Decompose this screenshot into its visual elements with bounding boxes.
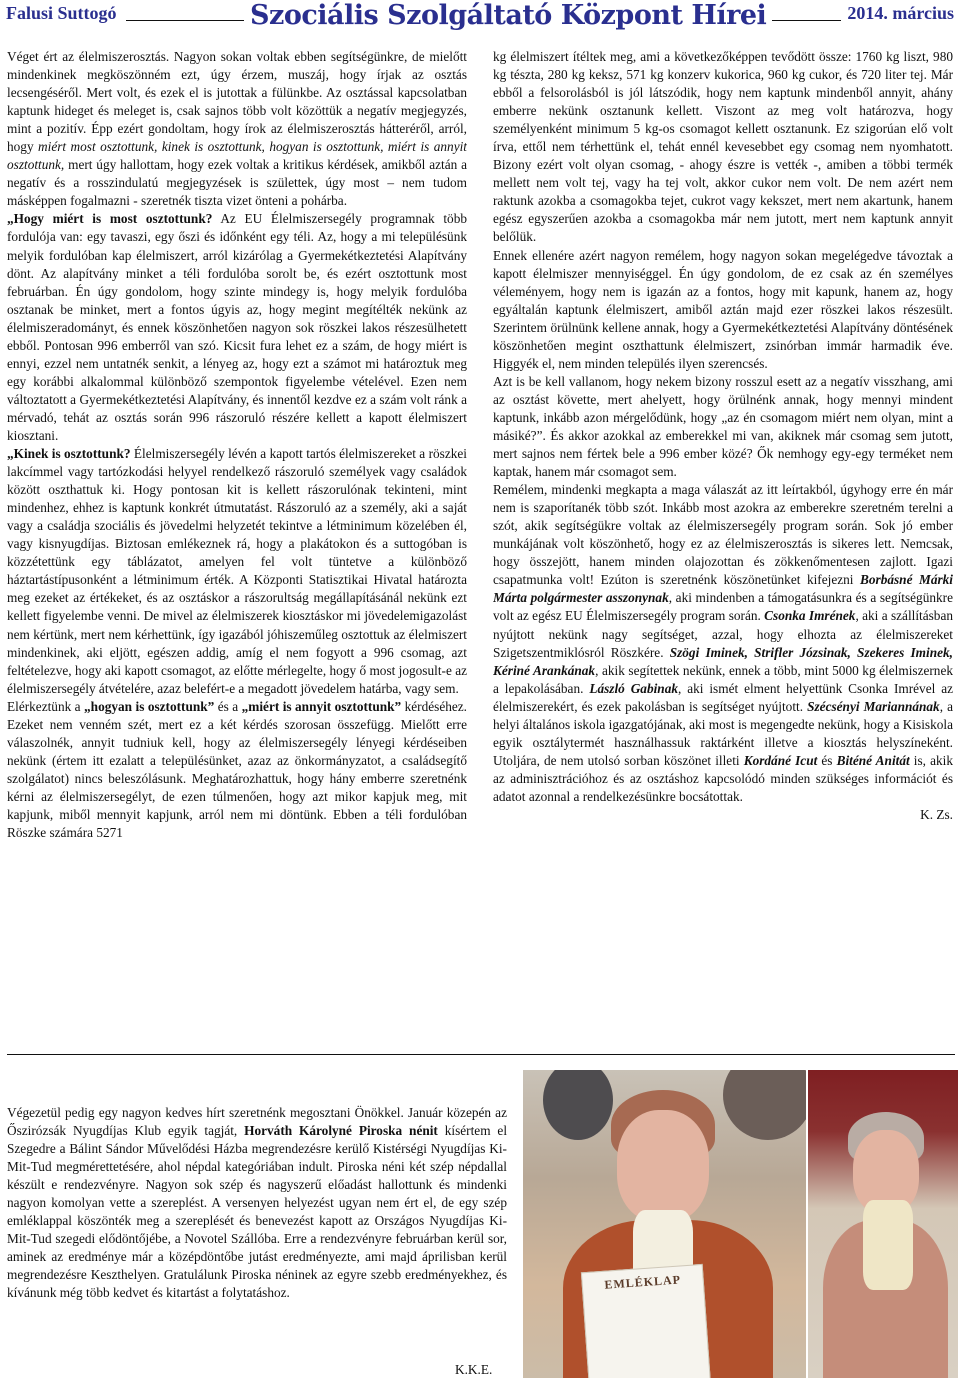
section-divider — [7, 1054, 955, 1055]
article-signature: K. Zs. — [920, 806, 953, 822]
text-run: „Kinek is osztottunk? — [7, 446, 131, 462]
text-run: Szögi Iminek, Strifler Józsinak, Szekeres Iminek, Kériné Arankának — [493, 644, 953, 678]
text-run: Biténé Anitát — [836, 752, 910, 768]
text-run: Azt is be kell vallanom, hogy nekem bizony rosszul esett az a negatív visszhang, ami az osztást követte, mert ahelyett, hogy örülnénk annak, hogy mennyi mindent kaptunk, inkább azon mérgelődünk, hogy „az én csomagom miért nem olyan, mint a másiké?”. És akkor azokkal az emberekkel mi van, akiknek már csomag sem jutott, mert sajnos nem fértek bele a 996 ember közé? Ők nemhogy egy-egy terméket nem kaptak, hanem már csomagot sem. — [493, 373, 953, 480]
text-run: kg élelmiszert ítéltek meg, ami a következőképpen tevődött össze: 1760 kg liszt, 980 kg tészta, 280 kg keksz, 571 kg konzerv kukorica, 960 kg cukor, és 720 liter tej. Már ebből a felsorolásból is jól látszódik, hogy nem kaptunk mindenből annyit, ahány emberre nekünk osztanunk kellett. Viszont az meg volt határozva, hogy személyenként minimum 5 kg-os csomagot kellett osztanunk. Ez szigorúan elő volt írva, ettől nem térhettünk el, tehát ennél kevesebbet egy csomag nem nyomhatott. Bizony ezért volt olyan csomag, - ahogy észre is vették -, amiben a többi termék mellett nem volt tej, vagy ha tej volt, akkor cukor nem volt. De nem azért nem raktunk azokba a csomagokba tejet, cukrot vagy kekszet, mert nem akartunk, hanem egész egyszerűen azokba a csomagokba már nem jutott, mert nem kaptunk annyit belőlük. — [493, 49, 953, 245]
text-run: és — [817, 752, 837, 768]
text-run: Véget ért az élelmiszerosztás. Nagyon sokan voltak ebben segítségünkre, de mielőtt mindenkinek megköszönném ezt, úgy érzem, muszáj, hogy írjak az osztás lecsengéséről. Mert volt, és ezek el is jutottak a fülünkbe. Az osztással kapcsolatban kaptunk hideget és meleget is, csak sajnos több volt közöttük a negatív megjegyzés, mint a pozitív. Épp ezért gondoltam, hogy írok az élelmiszerosztás hátteréről, arról, hogy — [7, 49, 467, 155]
paragraph — [7, 210, 467, 445]
paragraph — [7, 48, 467, 210]
paragraph — [493, 247, 953, 373]
certificate-title: EMLÉKLAP — [603, 1272, 682, 1292]
text-run: Szécsényi Mariannának — [807, 698, 940, 714]
text-run: , a helyi általános iskola igazgatójának, aki most is megengedte nekünk, hogy a Kisiskola egyik osztálytermét használhassuk raktárként illetve a kiosztás helyszíneként. Utoljára, de nem utolsó sorban köszönet illeti — [493, 698, 953, 768]
paragraph — [493, 373, 953, 481]
right-column — [493, 48, 953, 1048]
text-run: mert úgy hallottam, hogy ezek voltak a kritikus kérdések, amikből aztán a negatív és a rosszindulatú megjegyzések is születtek, úgy most – nem tudom másképpen fogalmazni - szeretnék tiszta vizet önteni a pohárba. — [7, 157, 467, 209]
text-run: Az EU Élelmiszersegély programnak több fordulója van: egy tavaszi, egy őszi és időnként egy téli. Az, hogy a mi településünk melyik fordulóban kap élelmiszert, arról kizárólag a Gyermekétkeztetési Alapítvány dönt. Az alapítvány minket a téli fordulóba sorolt be, és ezért osztottunk most februárban. Én úgy gondolom, hogy szinte mindegy is, hogy melyik fordulóba osztanak be minket, mert a fontos úgyis az, hogy megint megítélték nekünk az élelmiszeradományt, és ennek köszönhetően nagyon sok röszkei lakos részesülhetett ebből. Pontosan 996 emberről van szó. Kicsit fura lehet ez a szám, de hogy miért is ennyi, ezzel nem untatnék senkit, a lényeg az, hogy ezt a számot mi határoztuk meg egy korábbi alkalommal különböző szempontok figyelembe vételével. Ezen nem változtatott a Gyermekétkeztetési Alapítvány, és innentől kezdve ez a szám volt ránk a mérvadó, tehát az osztás során 996 rászoruló részére kellett a kapott élelmiszert kiosztani. — [7, 211, 467, 443]
text-run: is, akik az adminisztrációhoz és az osztáshoz kapcsolódó minden szükséges információt és adatot azonnal a rendelkezésünkre bocsátottak. — [493, 752, 953, 804]
bottom-signature: K.K.E. — [455, 1362, 493, 1377]
text-run: Kordáné Icut — [743, 752, 818, 768]
paragraph — [7, 698, 467, 842]
text-run: Elérkeztünk a — [7, 698, 85, 714]
issue-date: 2014. március — [841, 3, 954, 24]
text-run: „miért is annyit osztottunk” — [241, 698, 402, 714]
paragraph — [493, 481, 953, 806]
text-run: László Gabinak — [589, 680, 678, 696]
paragraph — [493, 48, 953, 247]
text-run: , aki ismét elment helyettünk Csonka Imrével az élelmiszerekért, és ezek pakolásban is segítséget nyújtott. — [493, 680, 953, 714]
photo-woman-with-certificate — [523, 1070, 806, 1378]
bottom-article — [7, 1104, 507, 1374]
left-column — [7, 48, 467, 1048]
text-run: kérdéséhez. Ezeket nem venném szét, mert ez a két kérdés szorosan összefügg. Mielőtt erre válaszolnék, annyit tudniuk kell, hogy az élelmiszersegély lényegi kérdéseiben nekünk (értem itt ezalatt a településünket, azaz az önkormányzatot, a családsegítő szolgálatot) nincs beleszólásunk. Meghatározhattuk, hogy hány emberre szeretnénk kérni az élelmiszersegélyt, de ezen túlmenően, hogy azt mikor kapjuk meg, mit kapjunk, miből mennyit kapjunk, arról nem mi döntünk. Ebben a téli fordulóban Röszke számára 5271 — [7, 698, 467, 841]
text-run: Remélem, mindenki megkapta a maga válaszát az itt leírtakból, úgyhogy erre én már nem is szaporítanék több szót. Inkább most azokra az emberekre szeretném terelni a szót, akik segítségükre voltak az élelmiszersegély program során. Sok jó ember munkájának volt köszönhető, hogy ez az élelmiszerosztás is sikeres lett. Nemcsak, hogy összejött, hanem minden olajozottan és zökkenőmentesen zajlott. Igazi csapatmunka volt! Ezúton is szeretnénk köszönetünket kifejezni — [493, 482, 953, 588]
text-run: miért most osztottunk, kinek is osztottunk, hogyan is osztottunk, miért is annyit osztottunk, — [7, 139, 467, 173]
text-run: , aki mindenben a támogatásunkra és a segítségünkre volt az egész EU Élelmiszersegély program során. — [493, 590, 953, 624]
publication-name: Falusi Suttogó — [6, 3, 123, 24]
paragraph — [7, 445, 467, 698]
text-run: Végezetül pedig egy nagyon kedves hírt szeretnénk megosztani Önökkel. Január közepén az Őszirózsák Nyugdíjas Klub egyik tagját, — [7, 1105, 507, 1139]
text-run: „Hogy miért is most osztottunk? — [7, 211, 213, 227]
text-run: Élelmiszersegély lévén a kapott tartós élelmiszereket a röszkei lakcímmel vagy tartózkodási helyyel rendelkező rászoruló személyek vagy családok között oszthattuk ki. Hogy pontosan kit is kellett rászorulónak tekinteni, mint mindenhez, ehhez is kaptunk konkrét útmutatást. Rászoruló az a személy, aki a saját vagy a családja szociális és jövedelmi helyzetét tekintve a létminimum közelében él, vagy kisnyugdíjas. Biztosan emlékeznek rá, hogy a plakátokon és a suttogóban is közzétettünk egy táblázatot, amelyen fel volt tüntetve a különböző háztartástípusonként a létminimum érték. A Központi Statisztikai Hivatal határozta meg ezeket az értékeket, és az osztáskor a rászorultság megállapításánál nekünk ezt kellett figyelembe venni. De mivel az élelmiszerek kiosztáskor mi jövedelemigazolást nem kértünk, mert nem kérhettünk, így igazából jóhiszeműleg osztottuk az élelmiszert mindenkinek, aki eljött, egészen addig, amíg el nem fogyott a 996 csomag, azt feltételezve, hogy aki kapott csomagot, az előtte mérlegelte, hogy ő most jogosult-e az élelmiszersegély átvételére, azaz belefért-e a megadott jövedelem határba, vagy sem. — [7, 446, 467, 696]
text-run: Horváth Károlyné Piroska nénit — [244, 1123, 438, 1139]
masthead — [6, 0, 954, 38]
section-title: Szociális Szolgáltató Központ Hírei — [244, 0, 772, 31]
photo-woman-singing — [808, 1070, 958, 1378]
text-run: , akik segítettek nekünk, ennek a több, mint 5000 kg élelmiszernek a lepakolásában. — [493, 662, 953, 696]
text-run: Ennek ellenére azért nagyon remélem, hogy nagyon sokan megelégedve távoztak a kapott élelmiszer mennyiséggel. Én úgy gondolom, de ez csak az én személyes véleményem, hogy nem is igazán az a fontos, hogy mit kapunk, hanem az, hogy egyáltalán kaptunk élelmiszert, amiből aztán majd ezer röszkei lakos részesült. Szerintem örülnünk kellene annak, hogy a Gyermekétkeztetési Alapítvány döntésének köszönhetően megint oszthattunk élelmiszert, zsinórban immár harmadik éve. Higgyék el, nem minden település ilyen szerencsés. — [493, 247, 953, 371]
text-run: Borbásné Márki Márta polgármester asszonynak — [493, 572, 953, 606]
text-run: „hogyan is osztottunk” — [84, 698, 215, 714]
text-run: és a — [214, 698, 242, 714]
right-column-body — [493, 48, 953, 806]
paragraph — [7, 1104, 507, 1303]
text-run: Csonka Imrének — [764, 608, 856, 624]
text-run: kísértem el Szegedre a Bálint Sándor Művelődési Házba megrendezésre kerülő Kistérségi Nyugdíjas Ki-Mit-Tud megmérettetésére, ahol népdal kategóriában indult. Piroska néni két szép népdallal készült e rendezvényre. Nagyon sok szép és nagyszerű előadást hallottunk és mindenki nagyon komolyan vette a szereplést. A versenyen helyezést ugyan nem ért el, de egy szép emléklappal köszönték meg a szereplését és benevezést kapott az Országos Nyugdíjas Ki-Mit-Tud szegedi elődöntőjébe, a Novotel Szállóba. Erre a rendezvényre februárban kerül sor, aminek az eredménye már a középdöntőbe jutást eredményezte, ami majd áprilisban kerül megrendezésre Keszthelyen. Gratulálunk Piroska néninek az egyre szebb eredményekhez, és kívánunk még több kedvet és kitartást a folytatáshoz. — [7, 1123, 507, 1301]
text-run: , aki a szállításban nyújtott nekünk nagy segítséget, azzal, hogy elhozta az élelmiszereket Szigetszentmiklósról Röszkére. — [493, 608, 953, 660]
